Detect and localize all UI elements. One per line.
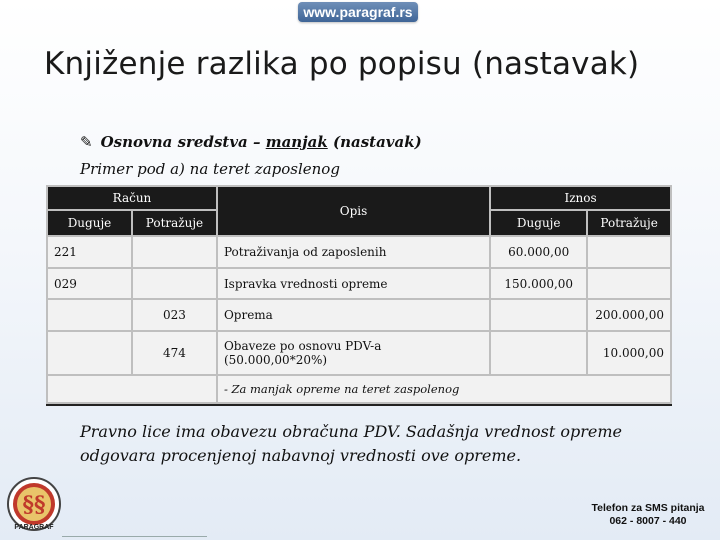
sms-label: Telefon za SMS pitanja [591,502,705,514]
cell-note: - Za manjak opreme na teret zaspolenog [218,376,670,402]
pen-icon: ✎ [80,133,93,151]
bullet-underlined: manjak [265,133,328,151]
cell-opis: Ispravka vrednosti opreme [218,269,489,299]
cell-opis: Potraživanja od zaposlenih [218,237,489,267]
cell-iznos-duguje [491,300,586,330]
table-row-note [48,376,670,402]
sms-number: 062 - 8007 - 440 [609,515,687,527]
subtitle: Primer pod a) na teret zaposlenog [80,160,340,178]
header-racun: Račun [48,187,216,209]
cell-iznos-potrazuje [588,237,670,267]
cell-iznos-duguje [491,332,586,374]
cell-iznos-duguje: 60.000,00 [491,237,586,267]
bottom-text: Pravno lice ima obavezu obračuna PDV. Sadašnja vrednost opreme odgovara procenjenoj nabavnoj vrednosti ove opreme. [80,422,622,465]
paragraf-logo-icon [6,476,62,532]
cell-potrazuje [133,237,216,267]
cell-iznos-potrazuje: 200.000,00 [588,300,670,330]
bullet-heading [80,133,422,151]
header-iznos-duguje: Duguje [491,211,586,235]
cell-potrazuje: 474 [133,332,216,374]
cell-potrazuje: 023 [133,300,216,330]
footer-divider [62,536,207,537]
sms-contact [588,502,708,528]
cell-iznos-duguje: 150.000,00 [491,269,586,299]
table-row [48,300,670,330]
cell-empty [48,376,216,402]
header-duguje: Duguje [48,211,131,235]
cell-duguje [48,300,131,330]
site-url-banner: www.paragraf.rs [298,2,418,22]
logo-text: PARAGRAF [14,524,54,531]
header-opis: Opis [218,187,489,235]
cell-duguje: 221 [48,237,131,267]
bullet-suffix: (nastavak) [327,133,422,151]
table-row [48,237,670,267]
cell-duguje [48,332,131,374]
cell-iznos-potrazuje: 10.000,00 [588,332,670,374]
svg-text:§§: §§ [22,492,46,518]
cell-potrazuje [133,269,216,299]
table-row [48,269,670,299]
cell-opis: Obaveze po osnovu PDV-a (50.000,00*20%) [218,332,489,374]
bullet-prefix: Osnovna sredstva – [100,133,266,151]
cell-iznos-potrazuje [588,269,670,299]
table-row [48,332,670,374]
journal-table [46,185,672,404]
slide-title: Knjiženje razlika po popisu (nastavak) [44,46,640,82]
cell-opis: Oprema [218,300,489,330]
header-potrazuje: Potražuje [133,211,216,235]
header-iznos-potrazuje: Potražuje [588,211,670,235]
header-iznos: Iznos [491,187,670,209]
cell-duguje: 029 [48,269,131,299]
